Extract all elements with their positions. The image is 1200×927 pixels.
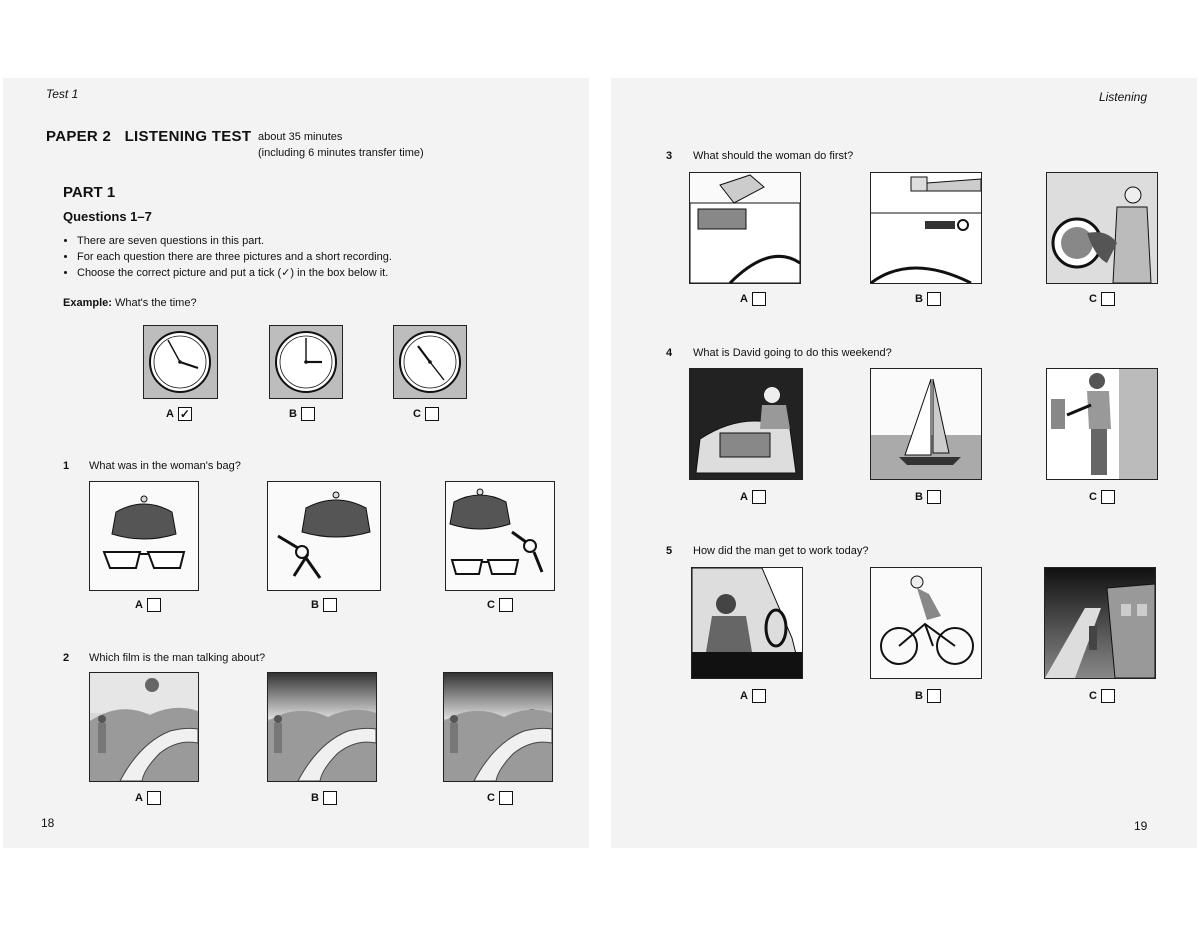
q1-option-b: [311, 598, 337, 612]
instruction-item: • For each question there are three pictures and a short recording.: [77, 249, 577, 265]
instructions-list: [63, 233, 577, 281]
q1-option-c: [487, 598, 513, 612]
answer-checkbox[interactable]: [1101, 689, 1115, 703]
clock-icon: [144, 326, 217, 398]
option-label: A: [740, 293, 748, 305]
question-number: 1: [63, 460, 70, 472]
duration-line-2: (including 6 minutes transfer time): [258, 147, 424, 159]
left-page: [3, 78, 589, 848]
answer-checkbox[interactable]: [499, 598, 513, 612]
q3-picture-c: [1046, 172, 1158, 284]
instruction-item: • Choose the correct picture and put a tick (✓) in the box below it.: [77, 265, 577, 281]
paper-title: PAPER 2 LISTENING TEST: [46, 128, 252, 145]
question-number: 5: [666, 545, 673, 557]
q1-picture-a: [89, 481, 199, 591]
answer-checkbox-ticked[interactable]: ✓: [179, 407, 190, 421]
example-question: What's the time?: [114, 297, 197, 309]
answer-checkbox[interactable]: [927, 490, 941, 504]
option-label: A: [135, 792, 143, 804]
answer-checkbox[interactable]: [927, 689, 941, 703]
clock-icon: [394, 326, 466, 398]
q3-option-b: [915, 292, 941, 306]
option-label: A: [135, 599, 143, 611]
q1-picture-b: [267, 481, 381, 591]
question-number: 4: [666, 347, 673, 359]
q5-option-c: [1089, 689, 1115, 703]
q2-option-a: [135, 791, 161, 805]
example-option-b: [289, 407, 315, 421]
option-label: C: [487, 599, 495, 611]
question-number: 3: [666, 150, 673, 162]
answer-checkbox[interactable]: [499, 791, 513, 805]
answer-checkbox[interactable]: [1101, 490, 1115, 504]
option-label: C: [1089, 690, 1097, 702]
q4-picture-c: [1046, 368, 1158, 480]
answer-checkbox[interactable]: [301, 407, 315, 421]
question-text: What should the woman do first?: [693, 150, 854, 162]
option-label: B: [915, 690, 923, 702]
q4-option-a: [740, 490, 766, 504]
example-picture-c: [393, 325, 467, 399]
option-label: A: [166, 408, 174, 420]
option-label: B: [915, 491, 923, 503]
right-page: [611, 78, 1197, 848]
option-label: A: [740, 491, 748, 503]
q4-picture-a: [689, 368, 803, 480]
answer-checkbox[interactable]: [752, 292, 766, 306]
example-line: [63, 297, 197, 309]
option-label: B: [915, 293, 923, 305]
q2-picture-a: [89, 672, 199, 782]
answer-checkbox[interactable]: [323, 791, 337, 805]
q5-picture-c: [1044, 567, 1156, 679]
question-text: Which film is the man talking about?: [89, 652, 266, 664]
man-repairing-car-icon: [690, 369, 802, 479]
landscape-dusk-icon: [268, 673, 376, 781]
q2-option-c: [487, 791, 513, 805]
purse-glasses-keys-icon: [446, 482, 554, 590]
answer-checkbox[interactable]: [147, 598, 161, 612]
woman-loading-washer-icon: [1047, 173, 1157, 283]
page-header: Test 1: [46, 87, 79, 101]
answer-checkbox[interactable]: [323, 598, 337, 612]
question-text: How did the man get to work today?: [693, 545, 869, 557]
q5-picture-b: [870, 567, 982, 679]
example-option-c: [413, 407, 439, 421]
option-label: C: [413, 408, 421, 420]
q4-option-c: [1089, 490, 1115, 504]
question-number: 2: [63, 652, 70, 664]
q2-picture-c: [443, 672, 553, 782]
example-picture-b: [269, 325, 343, 399]
q4-option-b: [915, 490, 941, 504]
q5-option-b: [915, 689, 941, 703]
washing-machine-controls-icon: [871, 173, 981, 283]
q5-picture-a: [691, 567, 803, 679]
questions-title: Questions 1–7: [63, 209, 152, 224]
answer-checkbox[interactable]: [752, 490, 766, 504]
duration-line-1: about 35 minutes: [258, 131, 343, 143]
clock-icon: [270, 326, 342, 398]
man-painting-wall-icon: [1047, 369, 1157, 479]
q2-option-b: [311, 791, 337, 805]
option-label: C: [1089, 293, 1097, 305]
q5-option-a: [740, 689, 766, 703]
example-option-a: [166, 407, 192, 421]
q2-picture-b: [267, 672, 377, 782]
landscape-sunset-icon: [444, 673, 552, 781]
q3-option-a: [740, 292, 766, 306]
page-number: 19: [1134, 819, 1148, 833]
q3-option-c: [1089, 292, 1115, 306]
option-label: B: [289, 408, 297, 420]
sailboat-icon: [871, 369, 981, 479]
page-header: Listening: [1098, 90, 1147, 104]
answer-checkbox[interactable]: [1101, 292, 1115, 306]
washing-machine-drawer-icon: [690, 173, 800, 283]
answer-checkbox[interactable]: [425, 407, 439, 421]
purse-and-glasses-icon: [90, 482, 198, 590]
train-platform-icon: [1045, 568, 1155, 678]
q3-picture-a: [689, 172, 801, 284]
landscape-sun-icon: [90, 673, 198, 781]
answer-checkbox[interactable]: [927, 292, 941, 306]
q3-picture-b: [870, 172, 982, 284]
q1-option-a: [135, 598, 161, 612]
option-label: B: [311, 599, 319, 611]
answer-checkbox[interactable]: [752, 689, 766, 703]
q1-picture-c: [445, 481, 555, 591]
man-driving-car-icon: [692, 568, 802, 678]
example-label: Example:: [63, 297, 112, 309]
purse-and-keys-icon: [268, 482, 380, 590]
option-label: B: [311, 792, 319, 804]
question-text: What was in the woman's bag?: [89, 460, 241, 472]
part-title: PART 1: [63, 184, 116, 201]
answer-checkbox[interactable]: [147, 791, 161, 805]
option-label: A: [740, 690, 748, 702]
q4-picture-b: [870, 368, 982, 480]
instruction-item: • There are seven questions in this part.: [77, 233, 577, 249]
question-text: What is David going to do this weekend?: [693, 347, 892, 359]
man-cycling-icon: [871, 568, 981, 678]
option-label: C: [487, 792, 495, 804]
page-number: 18: [41, 816, 55, 830]
example-picture-a: [143, 325, 218, 399]
option-label: C: [1089, 491, 1097, 503]
